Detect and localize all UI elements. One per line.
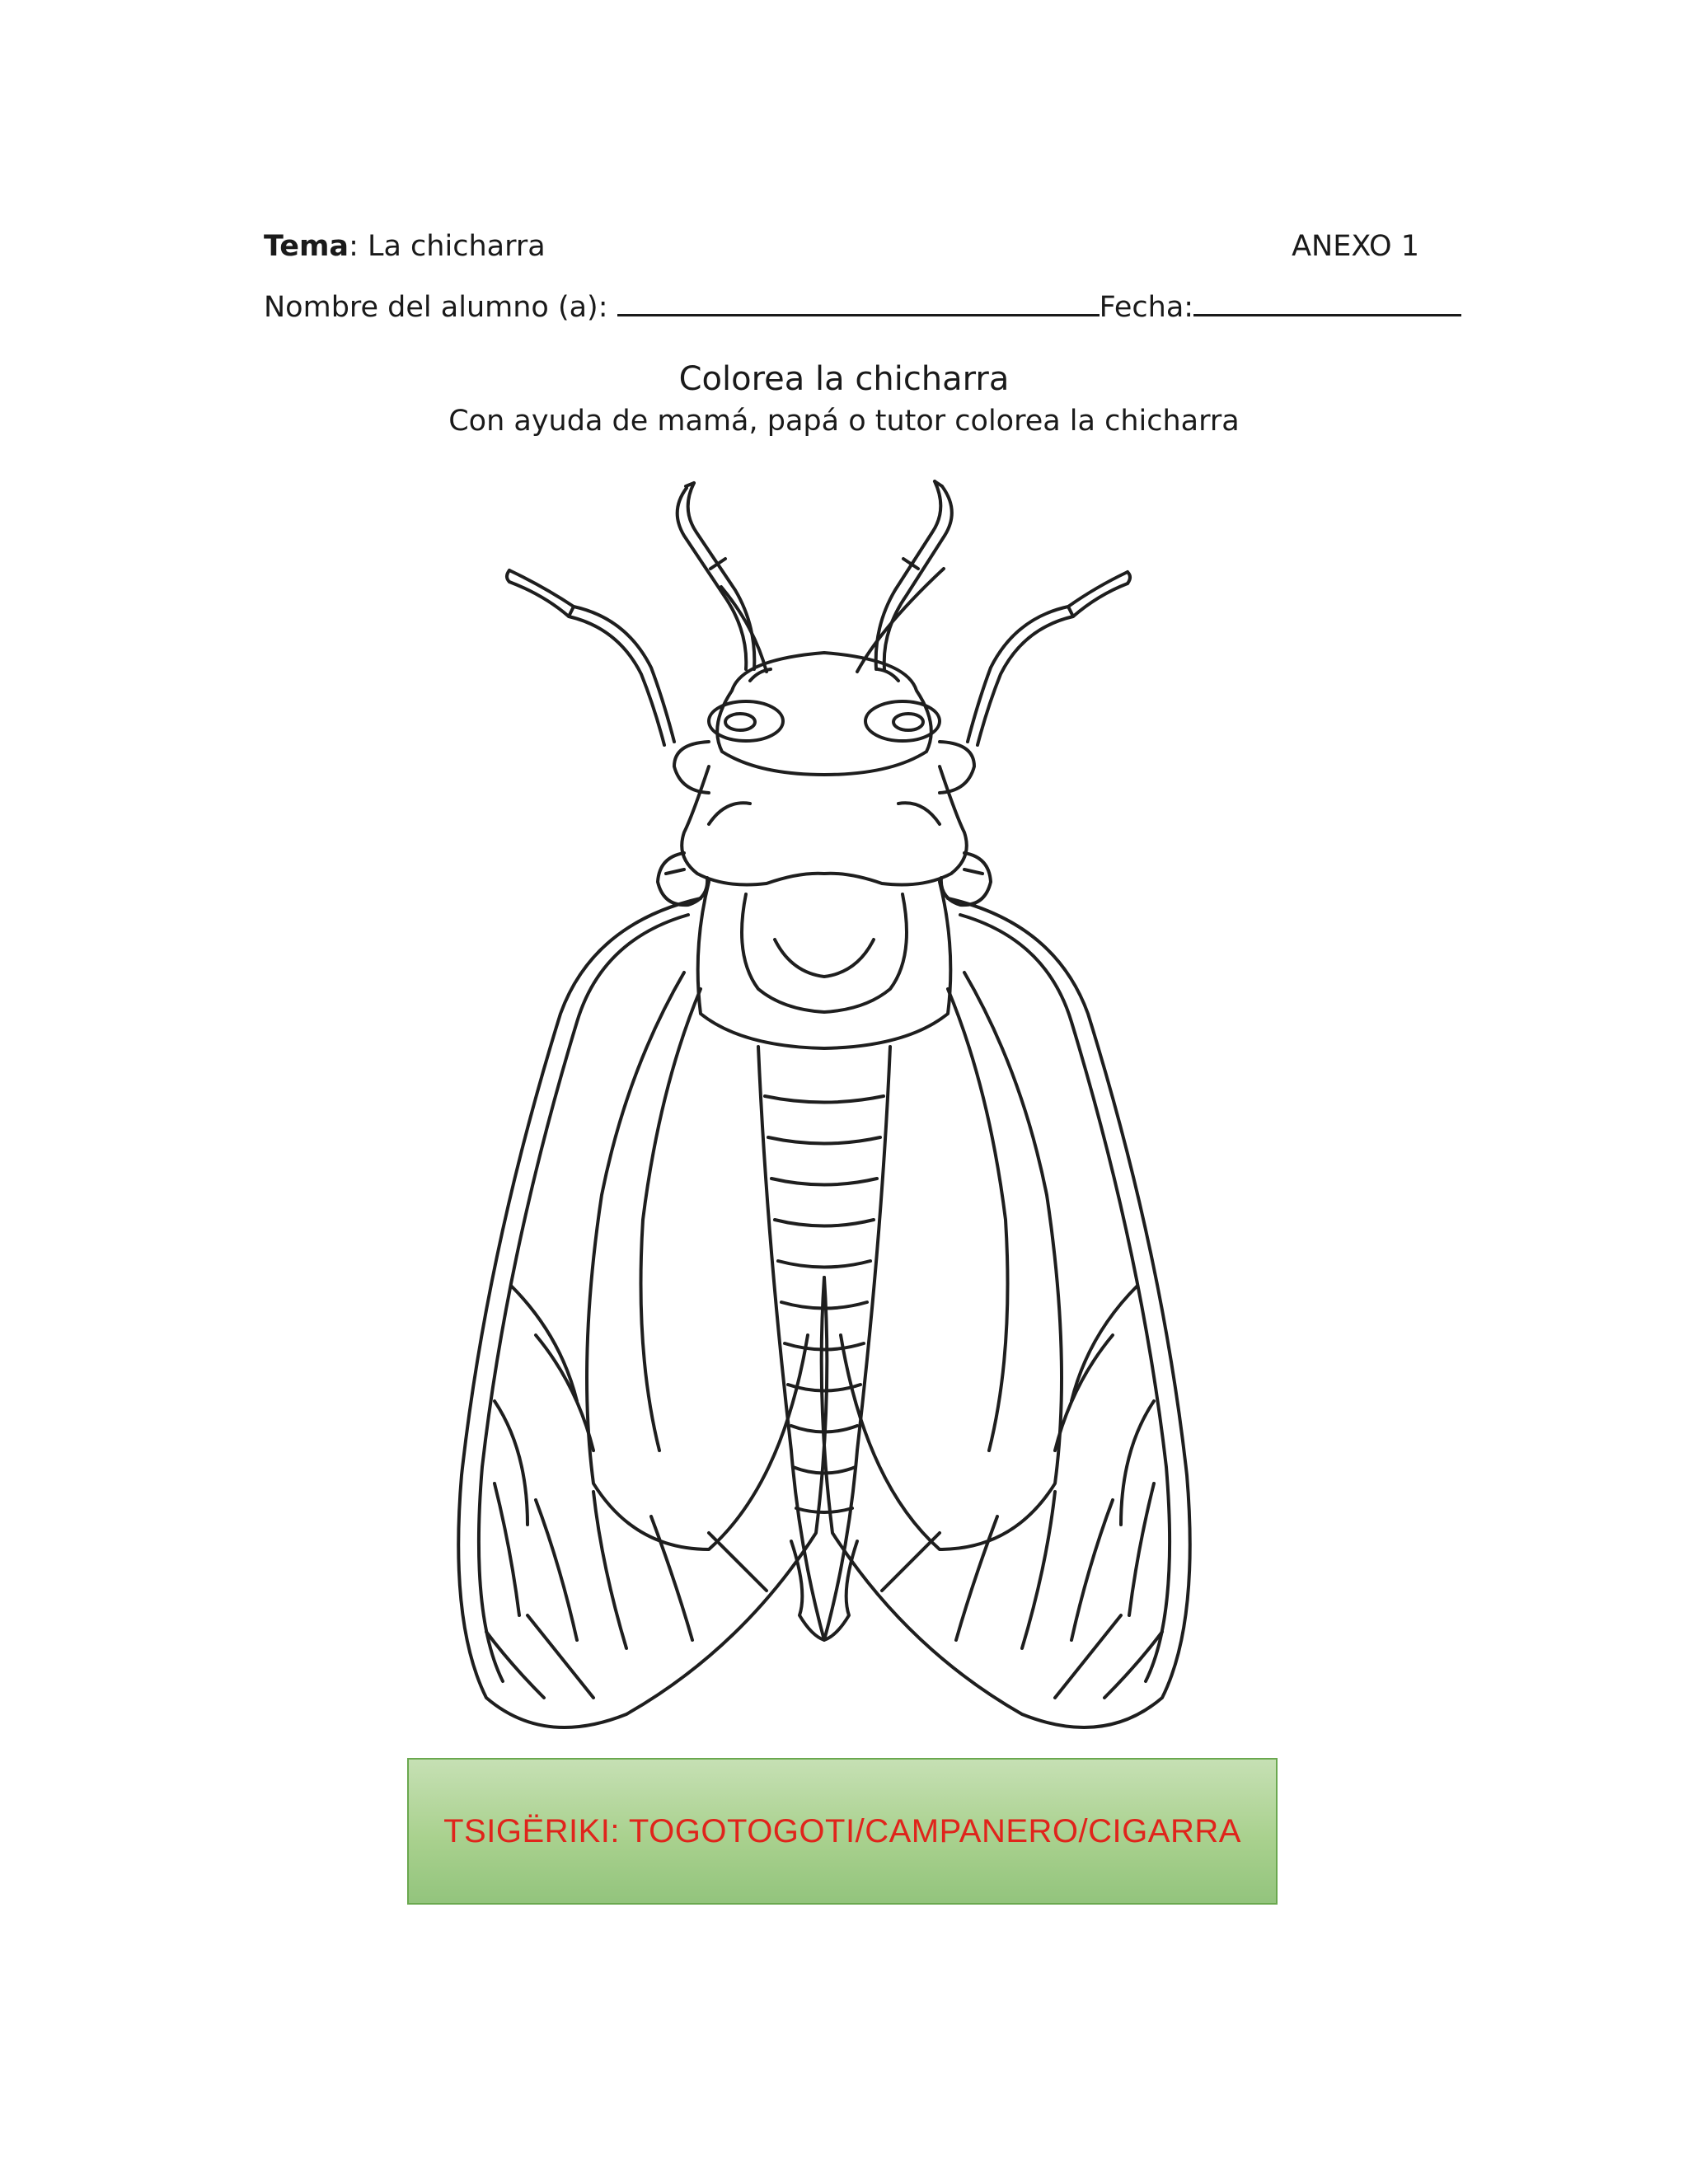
name-label-box <box>407 1758 1278 1905</box>
inner-antenna-right <box>876 481 952 669</box>
cicada-mesonotum <box>698 882 951 1048</box>
cicada-right-wing <box>822 898 1190 1727</box>
topic-value: : La chicharra <box>349 230 546 263</box>
cicada-head <box>674 653 974 793</box>
cicada-left-wing <box>458 898 827 1727</box>
outer-antenna-right <box>968 572 1130 745</box>
cicada-abdomen <box>758 1047 890 1640</box>
student-name-label: Nombre del alumno (a): <box>264 291 617 324</box>
instructions-text: Con ayuda de mamá, papá o tutor colorea la chicharra <box>448 405 1240 438</box>
topic-label: Tema <box>264 230 349 263</box>
date-label: Fecha: <box>1099 291 1194 324</box>
page-title: Colorea la chicharra <box>678 360 1010 398</box>
name-label-text: TSIGËRIKI: TOGOTOGOTI/CAMPANERO/CIGARRA <box>443 1812 1241 1849</box>
annex-label: ANEXO 1 <box>1292 230 1419 263</box>
inner-antenna-left <box>678 483 755 669</box>
outer-antenna-left <box>507 570 674 745</box>
